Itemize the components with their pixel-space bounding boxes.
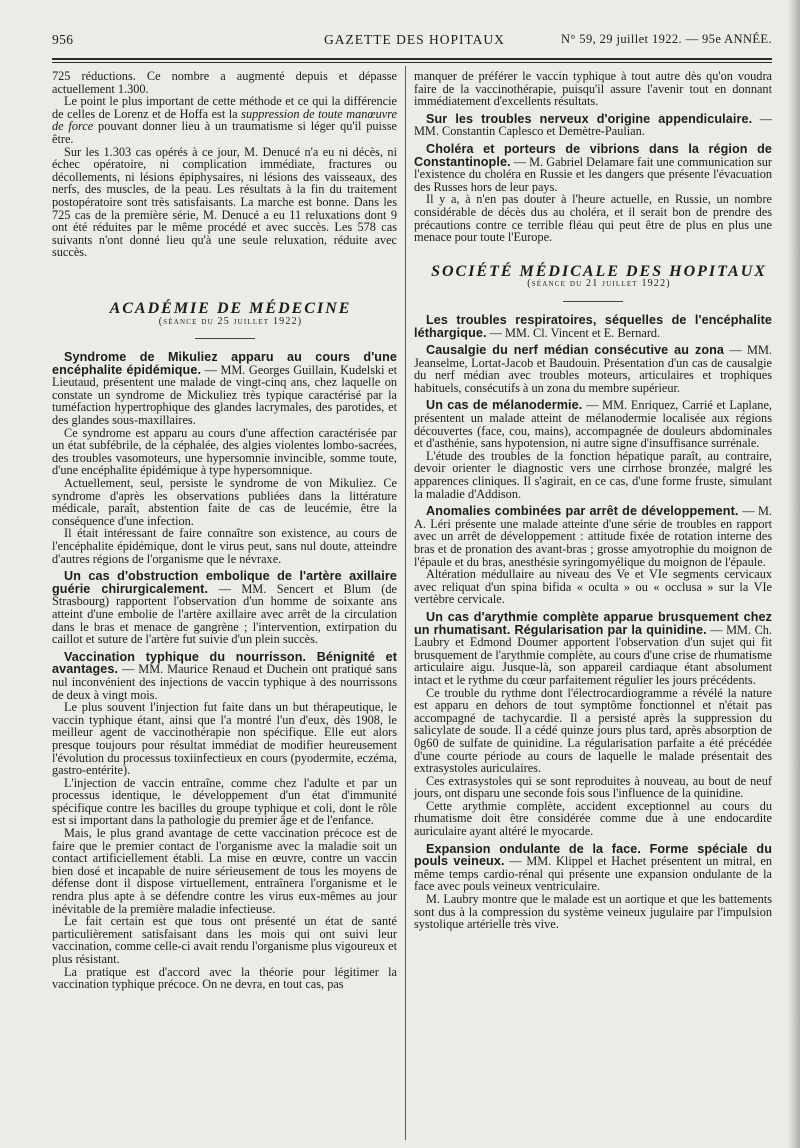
article-lead: Syndrome de Mikuliez apparu au cours d'une encéphalite épidémique. — MM. Georges Guillain, Kudelski et Lieutaud, présentent une malade de vingt-cinq ans, chez laquelle on constate un syndrome de Mickuliez très typique caractérisé par la tuméfaction hypertrophique des glandes lacrymales, des parotides, et des glandes sous-maxillaires. [52,350,397,428]
article-lead: Expansion ondulante de la face. Forme spéciale du pouls veineux. — MM. Klippel et Hachet présentent un mitral, en même temps cardio-rénal qui présente une expansion ondulante de la face avec pouls veineux ventriculaire. [414,841,772,894]
article-lead: Choléra et porteurs de vibrions dans la région de Constantinople. — M. Gabriel Delamare fait une communication sur l'existence du choléra en Russie et les dangers que présente l'évacuation des Russes hors de leur pays. [414,141,772,194]
article-vaccination-typhique [52,651,397,991]
paragraph: Ces extrasystoles qui se sont reproduites à nouveau, au bout de neuf jours, ont disparu une seconde fois sous l'influence de la quinidine. [414,773,772,801]
paragraph: Il y a, à n'en pas douter à l'heure actuelle, en Russie, un nombre considérable de décès dus au choléra, et il serait bon de prendre des précautions contre ce terrible fléau qui peut être de plus en plus une menace pour toute l'Europe. [414,192,772,245]
article-melanodermie [414,399,772,500]
article-mikuliez [52,351,397,565]
column-divider [405,66,406,1140]
article-title: Un cas d'arythmie complète apparue brusquement chez un rhumatisant. Régularisation par la quinidine. [414,609,772,637]
spacer [52,259,397,303]
paragraph: La pratique est d'accord avec la théorie pour légitimer la vaccination typhique précoce. On ne devra, en tout cas, pas [52,964,397,992]
article-lead: Un cas d'obstruction embolique de l'artère axillaire guérie chirurgicalement. — MM. Sencert et Blum (de Strasbourg) rapportent l'observation d'un homme de soixante ans atteint d'une embolie de l'artère axillaire avec arrêt de la circulation dans le bras et menace de gangrène ; l'intervention, extirpation du caillot et suture de l'artère fut suivie d'un plein succès. [52,569,397,647]
section-session-date: (séance du 25 juillet 1922) [158,315,303,327]
section-heading-academie: ACADÉMIE DE MÉDECINE [109,299,352,317]
header-rule-thick [52,58,772,60]
article-arythmie [414,611,772,838]
paragraph: Le point le plus important de cette méthode et ce qui la différencie de celles de Lorenz et de Hoffa est la suppression de toute manœuvre de force pouvant donner lieu à un traumatisme si léger qu'il puisse être. [52,94,397,146]
page-number: 956 [52,32,74,47]
paragraph: L'injection de vaccin entraîne, comme chez l'adulte et par un processus identique, le développement d'un état d'immunité spécifique contre les bacilles du groupe typhique et coli, dont le rôle est si important dans la pathologie du premier âge et de l'enfance. [52,775,397,828]
article-lead: Causalgie du nerf médian consécutive au zona — MM. Jeanselme, Lortat-Jacob et Baudouin. Présentation d'un cas de causalgie du nerf médian avec troubles moteurs, articulaires et trophiques habituels, consécutifs à un zona du membre supérieur. [414,343,773,395]
page-header [52,30,772,54]
left-column [52,70,397,991]
paragraph: Mais, le plus grand avantage de cette vaccination précoce est de faire que le premier contact de l'organisme avec la maladie soit un contact artificiellement établi. La mise en œuvre, contre un vaccin bien dosé et incapable de nuire sérieusement de tous les moyens de défense dont il dispose virtuellement, entraînera l'organisme et le rendra plus apte à se défendre contre les virus eux-mêmes au jour inévitable de la première maladie infectieuse. [52,826,397,916]
paragraph: 725 réductions. Ce nombre a augmenté depuis et dépasse actuellement 1.300. [52,69,397,96]
article-title: Sur les troubles nerveux d'origine appendiculaire. [426,111,753,126]
issue-info: N° 59, 29 juillet 1922. — 95e ANNÉE. [560,32,772,46]
paragraph: Il était intéressant de faire connaître son existence, au cours de l'encéphalite épidémique, dont le virus peut, sans nul doute, atteindre d'autres régions de l'organisme que le névraxe. [52,526,397,566]
paragraph: Ce trouble du rythme dont l'électrocardiogramme a révélé la nature est apparu en dehors de tout symptôme fonctionnel et n'était pas accompagné de tachycardie. Il a persisté après la suppression du salicylate de soude. Il a cédé quinze jours plus tard, après absorption de 0g60 de sulfate de quinidine. La régularisation parfaite a été précédée d'une courte période au cours de laquelle le malade présentait des extrasystoles auriculaires. [414,685,772,776]
article-lead: Un cas de mélanodermie. — MM. Enriquez, Carrié et Laplane, présentent un malade atteint de mélanodermie localisée aux régions découvertes (face, cou, mains), accompagnée de douleurs abdominales et d'asthénie, sans hypotension, ni autre signe d'insuffisance surrénale. [414,398,772,451]
header-rule-thin [52,62,772,63]
paragraph: Le fait certain est que tous ont présenté un état de santé particulièrement satisfaisant dans les mois qui ont suivi leur vaccination, comme celle-ci avait rendu l'organisme plus vigoureux et plus résistant. [52,914,397,966]
article-title: Expansion ondulante de la face. Forme spéciale du pouls veineux. [414,841,772,869]
paragraph: M. Laubry montre que le malade est un aortique et que les battements sont dus à la compression du système veineux jugulaire par l'impulsion systolique artérielle très vive. [414,892,772,932]
paragraph: Altération médullaire au niveau des Ve et VIe segments cervicaux avec reliquat d'un spina bifida « oculta » ou « occlusa » sur la VIe vertèbre cervicale. [414,567,772,607]
article-title: Anomalies combinées par arrêt de développement. [426,504,739,519]
article-causalgie [414,344,772,394]
paragraph: manquer de préférer le vaccin typhique à tout autre dès qu'on voudra faire de la vaccinothérapie, puisqu'il assure l'avenir tout en donnant immédiatement d'excellents résultats. [414,69,772,109]
article-expansion-ondulante [414,843,772,931]
article-title: Choléra et porteurs de vibrions dans la région de Constantinople. [414,141,772,169]
article-anomalies [414,505,772,606]
right-column [414,70,772,931]
article-title: Un cas de mélanodermie. [426,398,583,413]
paragraph: Actuellement, seul, persiste le syndrome de von Mikuliez. Ce syndrome d'après les observations publiées dans la littérature médicale, paraît, abstention faite de cas de leucémie, être la conséquence d'une infection. [52,476,397,528]
article-lead: Anomalies combinées par arrêt de développement. — M. A. Léri présente une malade atteinte d'une série de troubles en rapport avec un arrêt de développement : attitude fixée de rotation interne des bras et de pronation des avant-bras ; grosse amyotrophie du moignon de l'épaule et du bras, anesthésie syringomyélique du moignon de l'épaule. [414,504,772,569]
paragraph: L'étude des troubles de la fonction hépatique paraît, au contraire, devoir orienter le diagnostic vers une cirrhose bronzée, malgré les apparences cliniques. Il s'agirait, en ce cas, d'une forme fruste, simulant la maladie d'Addison. [414,448,772,501]
article-troubles-respiratoires [414,314,772,339]
paragraph: Ce syndrome est apparu au cours d'une affection caractérisée par un état subfébrile, de la céphalée, des algies violentes lombo-sacrées, des troubles vasomoteurs, une hypersomnie invincible, somme toute, d'une encéphalite épidémique à type hypersomnique. [52,425,397,478]
article-obstruction-embolique [52,570,397,646]
article-lead: Vaccination typhique du nourrisson. Bénignité et avantages. — MM. Maurice Renaud et Duchein ont pratiqué sans nul inconvénient des injections de vaccin typhique à des nourrissons de deux à vingt mois. [52,649,397,702]
article-cholera [414,143,772,244]
article-lead: Les troubles respiratoires, séquelles de l'encéphalite léthargique. — MM. Cl. Vincent et E. Bernard. [414,312,772,340]
article-title: Les troubles respiratoires, séquelles de l'encéphalite léthargique. [414,312,772,340]
article-title: Syndrome de Mikuliez apparu au cours d'une encéphalite épidémique. [52,350,397,377]
article-troubles-appendiculaire [414,113,772,138]
section-heading-societe: SOCIÉTÉ MÉDICALE DES HOPITAUX [431,262,767,280]
article-title: Vaccination typhique du nourrisson. Bénignité et avantages. [52,649,397,677]
journal-title: GAZETTE DES HOPITAUX [324,32,505,47]
article-lead: Sur les troubles nerveux d'origine appendiculaire. — MM. Constantin Caplesco et Demètre-Paulian. [414,111,773,139]
page-edge-shadow [788,0,800,1148]
article-lead: Un cas d'arythmie complète apparue brusquement chez un rhumatisant. Régularisation par la quinidine. — MM. Ch. Laubry et Edmond Doumer apportent l'observation d'un sujet qui fit brusquement de l'arythmie complète, au cours d'une crise de rhumatisme articulaire aigu. Jusque-là, son appareil cardiaque étant absolument intact et le rythme du cœur parfaitement régulier les jours précédents. [414,609,773,687]
paragraph: Sur les 1.303 cas opérés à ce jour, M. Denucé n'a eu ni décès, ni échec opératoire, ni complication immédiate, fractures ou décollements, ni lésions épiphysaires, ni lésions des vaisseaux, des nerfs, des muscles, de la peau. Les résultats à la fin du traitement postopératoire sont très satisfaisants. La marche est bonne. Dans les 725 cas de la première série, M. Denucé a eu 11 reluxations dont 9 ont été réduites par le même procédé et avec succès. Les 578 cas suivants n'ont donné lieu qu'à une seule reluxation, réduite avec succès. [52,144,397,260]
paragraph: Cette arythmie complète, accident exceptionnel au cours du rhumatisme doit être considérée comme due à une endocardite auriculaire ayant altéré le myocarde. [414,798,772,839]
article-title: Un cas d'obstruction embolique de l'artère axillaire guérie chirurgicalement. [52,569,397,596]
section-rule [563,301,623,302]
article-title: Causalgie du nerf médian consécutive au zona [426,343,725,358]
paragraph: Le plus souvent l'injection fut faite dans un but thérapeutique, le vaccin typhique étant, ainsi que l'a montré l'un d'eux, dès 1908, le meilleur agent de vaccinothérapie non spécifique. Elle eut alors presque toujours pour résultat immédiat de modifier heureusement l'évolution du processus toxiinfectieux en cours (pyodermite, eczéma, gastro-entérite). [52,700,397,778]
section-session-date: (séance du 21 juillet 1922) [527,278,671,290]
section-rule [195,338,255,339]
